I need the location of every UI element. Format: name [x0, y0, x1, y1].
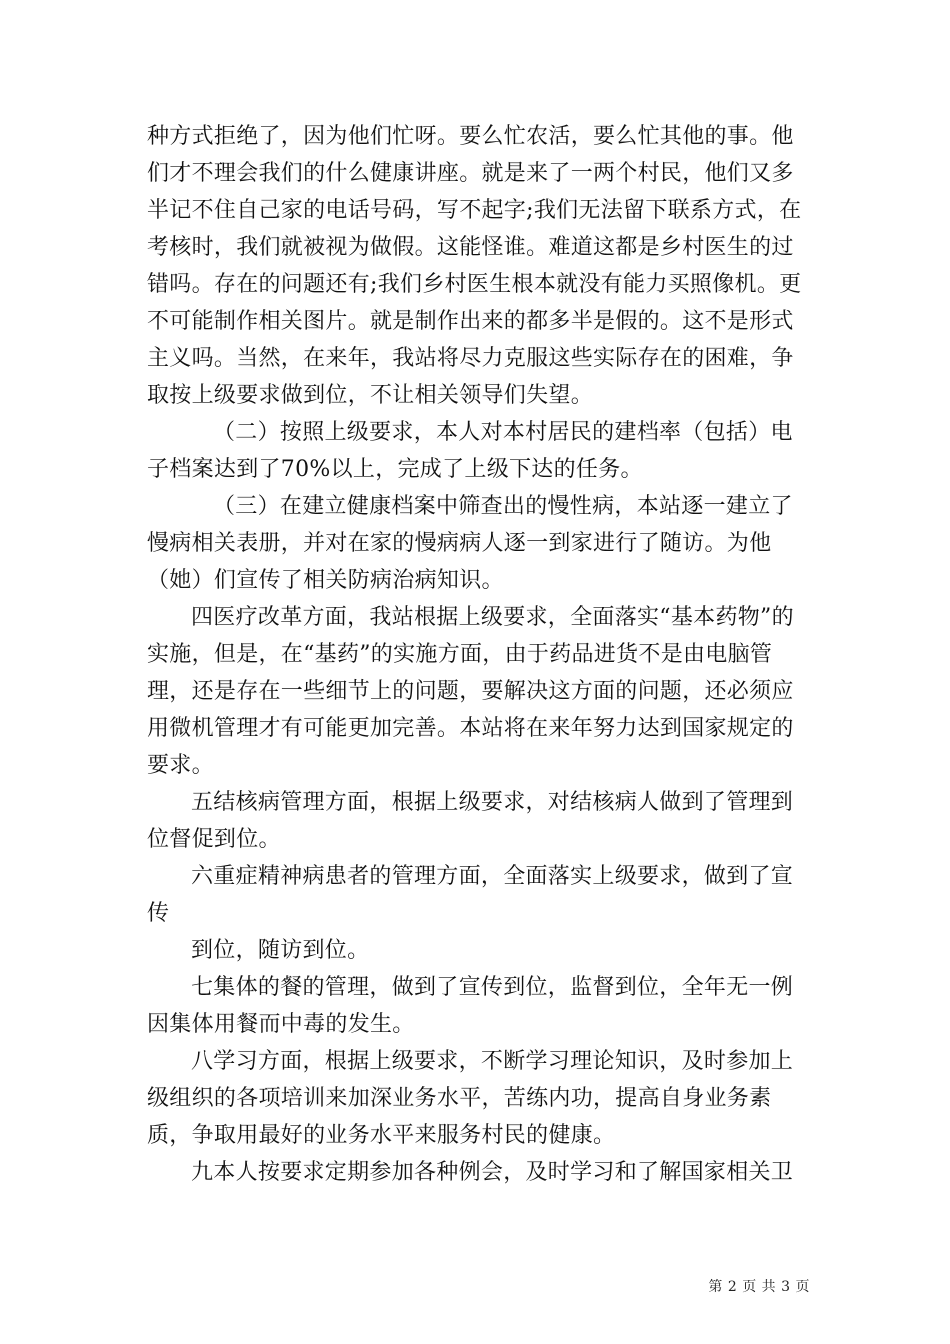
paragraph-10: 九本人按要求定期参加各种例会，及时学习和了解国家相关卫	[191, 1160, 794, 1185]
paragraph-5: 五结核病管理方面，根据上级要求，对结核病人做到了管理到位督促到位。	[147, 790, 794, 852]
document-body	[147, 118, 812, 1191]
paragraph-4: 四医疗改革方面，我站根据上级要求，全面落实“基本药物”的实施，但是，在“基药”的实施方面，由于药品进货不是由电脑管理，还是存在一些细节上的问题，要解决这方面的问题，还必须应用微机管理才有可能更加完善。本站将在来年努力达到国家规定的要求。	[147, 605, 794, 778]
page-number: 第 2 页 共 3 页	[708, 1279, 810, 1295]
paragraph-3: （三）在建立健康档案中筛查出的慢性病，本站逐一建立了慢病相关表册，并对在家的慢病病人逐一到家进行了随访。为他（她）们宣传了相关防病治病知识。	[147, 494, 793, 593]
paragraph-1: 种方式拒绝了，因为他们忙呀。要么忙农活，要么忙其他的事。他们才不理会我们的什么健康讲座。就是来了一两个村民，他们又多半记不住自己家的电话号码，写不起字;我们无法留下联系方式，在考核时，我们就被视为做假。这能怪谁。难道这都是乡村医生的过错吗。存在的问题还有;我们乡村医生根本就没有能力买照像机。更不可能制作相关图片。就是制作出来的都多半是假的。这不是形式主义吗。当然，在来年，我站将尽力克服这些实际存在的困难，争取按上级要求做到位，不让相关领导们失望。	[147, 124, 802, 408]
paragraph-8: 七集体的餐的管理，做到了宣传到位，监督到位，全年无一例因集体用餐而中毒的发生。	[147, 975, 794, 1037]
paragraph-9: 八学习方面，根据上级要求，不断学习理论知识，及时参加上级组织的各项培训来加深业务水平，苦练内功，提高自身业务素质，争取用最好的业务水平来服务村民的健康。	[147, 1049, 794, 1148]
paragraph-2: （二）按照上级要求，本人对本村居民的建档率（包括）电子档案达到了70%以上，完成了上级下达的任务。	[147, 420, 793, 482]
paragraph-6: 六重症精神病患者的管理方面，全面落实上级要求，做到了宣传	[147, 864, 794, 926]
paragraph-7: 到位，随访到位。	[191, 938, 370, 963]
